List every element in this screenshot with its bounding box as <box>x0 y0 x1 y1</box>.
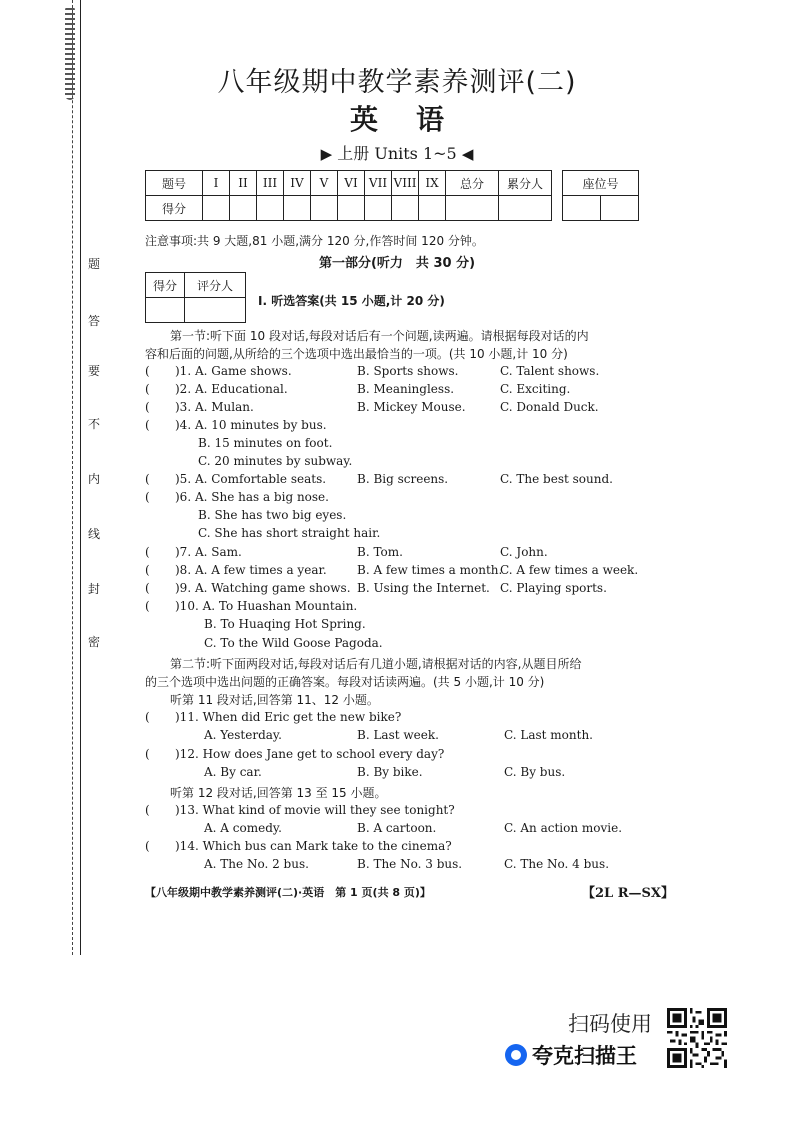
option-c: C. Playing sports. <box>500 581 607 595</box>
dialog-11-prompt: 听第 11 段对话,回答第 11、12 小题。 <box>170 693 379 707</box>
scope-line <box>0 141 794 164</box>
grader-score-label: 得分 <box>146 273 185 298</box>
option-c: C. 20 minutes by subway. <box>198 454 353 468</box>
sub2-instructions-line1: 第二节:听下面两段对话,每段对话后有几道小题,请根据对话的内容,从题目所给 <box>170 657 582 671</box>
answer-paren: ( <box>145 581 150 595</box>
option-b: B. A cartoon. <box>357 821 437 835</box>
score-cell[interactable] <box>230 196 257 221</box>
sub1-instructions-line2: 容和后面的问题,从所给的三个选项中选出最恰当的一项。(共 10 小题,计 10 分) <box>145 347 568 361</box>
option-c: C. The No. 4 bus. <box>504 857 610 871</box>
option-c: C. Talent shows. <box>500 364 600 378</box>
answer-paren: ( <box>145 382 150 396</box>
option-c: C. John. <box>500 545 548 559</box>
question-text: )14. Which bus can Mark take to the cinema? <box>175 839 452 853</box>
option-b: B. She has two big eyes. <box>198 508 347 522</box>
score-header-cell: II <box>230 171 257 196</box>
margin-char: 内 <box>88 472 101 486</box>
question-text: )12. How does Jane get to school every day? <box>175 747 445 761</box>
scanner-brand <box>505 1040 637 1070</box>
triangle-left-icon: ◀ <box>461 145 474 163</box>
margin-char: 线 <box>88 527 101 541</box>
score-header-cell: 总分 <box>446 171 499 196</box>
option-c: C. The best sound. <box>500 472 613 486</box>
score-cell[interactable] <box>419 196 446 221</box>
option-a: A. A comedy. <box>204 821 282 835</box>
question-text: )11. When did Eric get the new bike? <box>175 710 402 724</box>
score-header-cell: IX <box>419 171 446 196</box>
brand-name: 夸克扫描王 <box>532 1044 637 1068</box>
dialog-12-prompt: 听第 12 段对话,回答第 13 至 15 小题。 <box>170 786 387 800</box>
score-table <box>145 170 552 221</box>
page-footer: 【八年级期中教学素养测评(二)·英语 第 1 页(共 8 页)】 <box>145 886 431 899</box>
question-text: )10. A. To Huashan Mountain. <box>175 599 358 613</box>
qr-code-icon[interactable] <box>667 1008 727 1068</box>
margin-char: 密 <box>88 635 101 649</box>
score-header-cell: III <box>257 171 284 196</box>
option-c: C. A few times a week. <box>500 563 639 577</box>
question-text: )2. A. Educational. <box>175 382 288 396</box>
question-text: )6. A. She has a big nose. <box>175 490 329 504</box>
paper-code: 【2L R—SX】 <box>582 886 674 901</box>
score-cell[interactable] <box>392 196 419 221</box>
option-b: B. A few times a month. <box>357 563 503 577</box>
subject-title: 英语 <box>349 103 482 136</box>
answer-paren: ( <box>145 599 150 613</box>
answer-paren: ( <box>145 563 150 577</box>
score-cell[interactable] <box>446 196 499 221</box>
option-b: B. To Huaqing Hot Spring. <box>204 617 366 631</box>
sub1-instructions-line1: 第一节:听下面 10 段对话,每段对话后有一个问题,读两遍。请根据每段对话的内 <box>170 329 589 343</box>
answer-paren: ( <box>145 400 150 414</box>
answer-paren: ( <box>145 839 150 853</box>
score-header-cell: V <box>311 171 338 196</box>
grader-name-cell[interactable] <box>185 298 246 323</box>
answer-paren: ( <box>145 472 150 486</box>
grader-table <box>145 272 246 323</box>
option-a: A. The No. 2 bus. <box>204 857 309 871</box>
score-cell[interactable] <box>499 196 552 221</box>
score-header-cell: 题号 <box>146 171 203 196</box>
score-cell[interactable] <box>365 196 392 221</box>
quark-logo-icon <box>505 1044 527 1066</box>
score-header-cell: VIII <box>392 171 419 196</box>
score-header-cell: IV <box>284 171 311 196</box>
option-c: C. To the Wild Goose Pagoda. <box>204 636 383 650</box>
triangle-right-icon: ▶ <box>320 145 333 163</box>
section1-title: I. 听选答案(共 15 小题,计 20 分) <box>258 294 445 308</box>
score-row-label: 得分 <box>146 196 203 221</box>
seat-cell[interactable] <box>601 196 639 221</box>
question-text: )5. A. Comfortable seats. <box>175 472 327 486</box>
option-b: B. 15 minutes on foot. <box>198 436 333 450</box>
grader-score-cell[interactable] <box>146 298 185 323</box>
question-text: )1. A. Game shows. <box>175 364 292 378</box>
option-b: B. Tom. <box>357 545 403 559</box>
sub2-instructions-line2: 的三个选项中选出问题的正确答案。每段对话读两遍。(共 5 小题,计 10 分) <box>145 675 545 689</box>
question-text: )3. A. Mulan. <box>175 400 254 414</box>
score-header-cell: 累分人 <box>499 171 552 196</box>
answer-paren: ( <box>145 364 150 378</box>
seat-cell[interactable] <box>563 196 601 221</box>
margin-char: 封 <box>88 582 101 596</box>
option-c: C. By bus. <box>504 765 566 779</box>
score-cell[interactable] <box>257 196 284 221</box>
seat-label: 座位号 <box>563 171 639 196</box>
margin-char: 要 <box>88 364 101 378</box>
score-cell[interactable] <box>284 196 311 221</box>
margin-char: 题 <box>88 257 101 271</box>
margin-char: 答 <box>88 314 101 328</box>
answer-paren: ( <box>145 418 150 432</box>
score-cell[interactable] <box>203 196 230 221</box>
answer-paren: ( <box>145 545 150 559</box>
answer-paren: ( <box>145 747 150 761</box>
answer-paren: ( <box>145 710 150 724</box>
scope-text: 上册 Units 1~5 <box>337 144 457 163</box>
part1-title: 第一部分(听力 共 30 分) <box>318 256 476 271</box>
margin-char: 不 <box>88 417 101 431</box>
option-a: A. Yesterday. <box>204 728 282 742</box>
option-c: C. Last month. <box>504 728 593 742</box>
seat-table <box>562 170 639 221</box>
question-text: )13. What kind of movie will they see tonight? <box>175 803 455 817</box>
option-c: C. She has short straight hair. <box>198 526 381 540</box>
score-cell[interactable] <box>338 196 365 221</box>
question-text: )8. A. A few times a year. <box>175 563 327 577</box>
question-text: )4. A. 10 minutes by bus. <box>175 418 327 432</box>
option-c: C. An action movie. <box>504 821 623 835</box>
score-cell[interactable] <box>311 196 338 221</box>
option-c: C. Exciting. <box>500 382 571 396</box>
notice: 注意事项:共 9 大题,81 小题,满分 120 分,作答时间 120 分钟。 <box>145 234 484 248</box>
score-header-cell: I <box>203 171 230 196</box>
option-b: B. Using the Internet. <box>357 581 490 595</box>
option-b: B. Meaningless. <box>357 382 455 396</box>
answer-paren: ( <box>145 803 150 817</box>
option-b: B. By bike. <box>357 765 423 779</box>
grader-name-label: 评分人 <box>185 273 246 298</box>
question-text: )9. A. Watching game shows. <box>175 581 351 595</box>
option-b: B. Big screens. <box>357 472 449 486</box>
option-b: B. The No. 3 bus. <box>357 857 463 871</box>
exam-title: 八年级期中教学素养测评(二) <box>217 67 577 98</box>
option-b: B. Mickey Mouse. <box>357 400 466 414</box>
scan-prompt: 扫码使用 <box>568 1012 652 1036</box>
score-header-cell: VI <box>338 171 365 196</box>
option-a: A. By car. <box>204 765 262 779</box>
option-c: C. Donald Duck. <box>500 400 599 414</box>
score-header-cell: VII <box>365 171 392 196</box>
option-b: B. Last week. <box>357 728 439 742</box>
option-b: B. Sports shows. <box>357 364 459 378</box>
question-text: )7. A. Sam. <box>175 545 242 559</box>
answer-paren: ( <box>145 490 150 504</box>
